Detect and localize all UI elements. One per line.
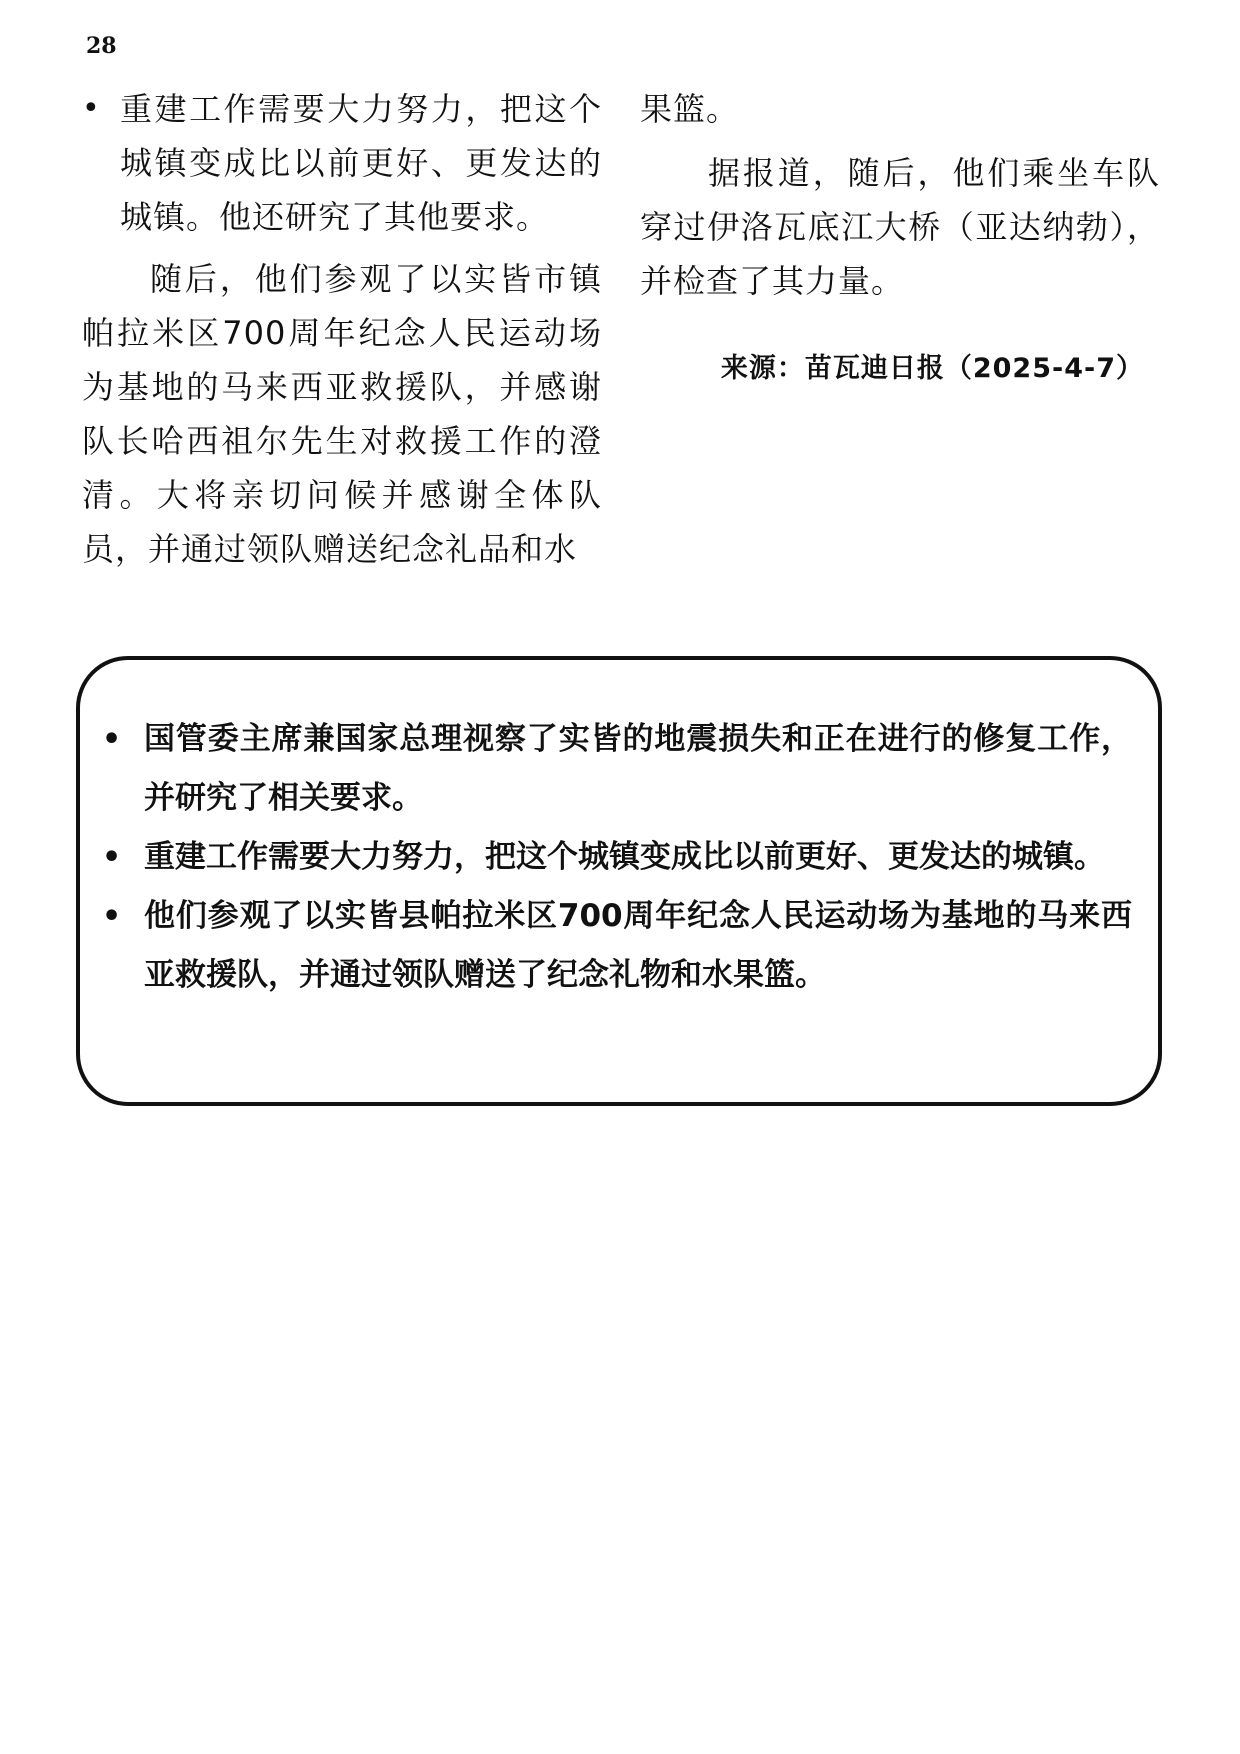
summary-item-text: 重建工作需要大力努力，把这个城镇变成比以前更好、更发达的城镇。: [144, 839, 1105, 875]
article-paragraph-bridge: 据报道，随后，他们乘坐车队穿过伊洛瓦底江大桥（亚达纳勃），并检查了其力量。: [640, 154, 1160, 300]
summary-list: [102, 710, 1132, 1005]
page-number: 28: [86, 33, 117, 59]
bullet-icon: •: [82, 91, 101, 126]
summary-item: [102, 887, 1132, 1005]
article-left-column: [82, 82, 602, 576]
article-source: 来源：苗瓦迪日报（2025-4-7）: [720, 353, 1144, 384]
bullet-icon: •: [102, 899, 122, 934]
summary-item: [102, 828, 1132, 887]
summary-item: [102, 710, 1132, 828]
summary-box: [76, 656, 1162, 1106]
article-right-column: [640, 82, 1160, 396]
article-continuation: 果篮。: [640, 90, 740, 128]
summary-item-text: 国管委主席兼国家总理视察了实皆的地震损失和正在进行的修复工作，并研究了相关要求。: [144, 721, 1132, 816]
bullet-icon: •: [102, 722, 122, 757]
summary-item-text: 他们参观了以实皆县帕拉米区700周年纪念人民运动场为基地的马来西亚救援队，并通过领队赠送了纪念礼物和水果篮。: [144, 898, 1132, 993]
bullet-paragraph-text: 重建工作需要大力努力，把这个城镇变成比以前更好、更发达的城镇。他还研究了其他要求。: [120, 90, 602, 236]
bullet-icon: •: [102, 840, 122, 875]
article-paragraph-visit: 随后，他们参观了以实皆市镇帕拉米区700周年纪念人民运动场为基地的马来西亚救援队，并感谢队长哈西祖尔先生对救援工作的澄清。大将亲切问候并感谢全体队员，并通过领队赠送纪念礼品和水: [82, 260, 602, 568]
article-bullet-paragraph: [82, 82, 602, 244]
